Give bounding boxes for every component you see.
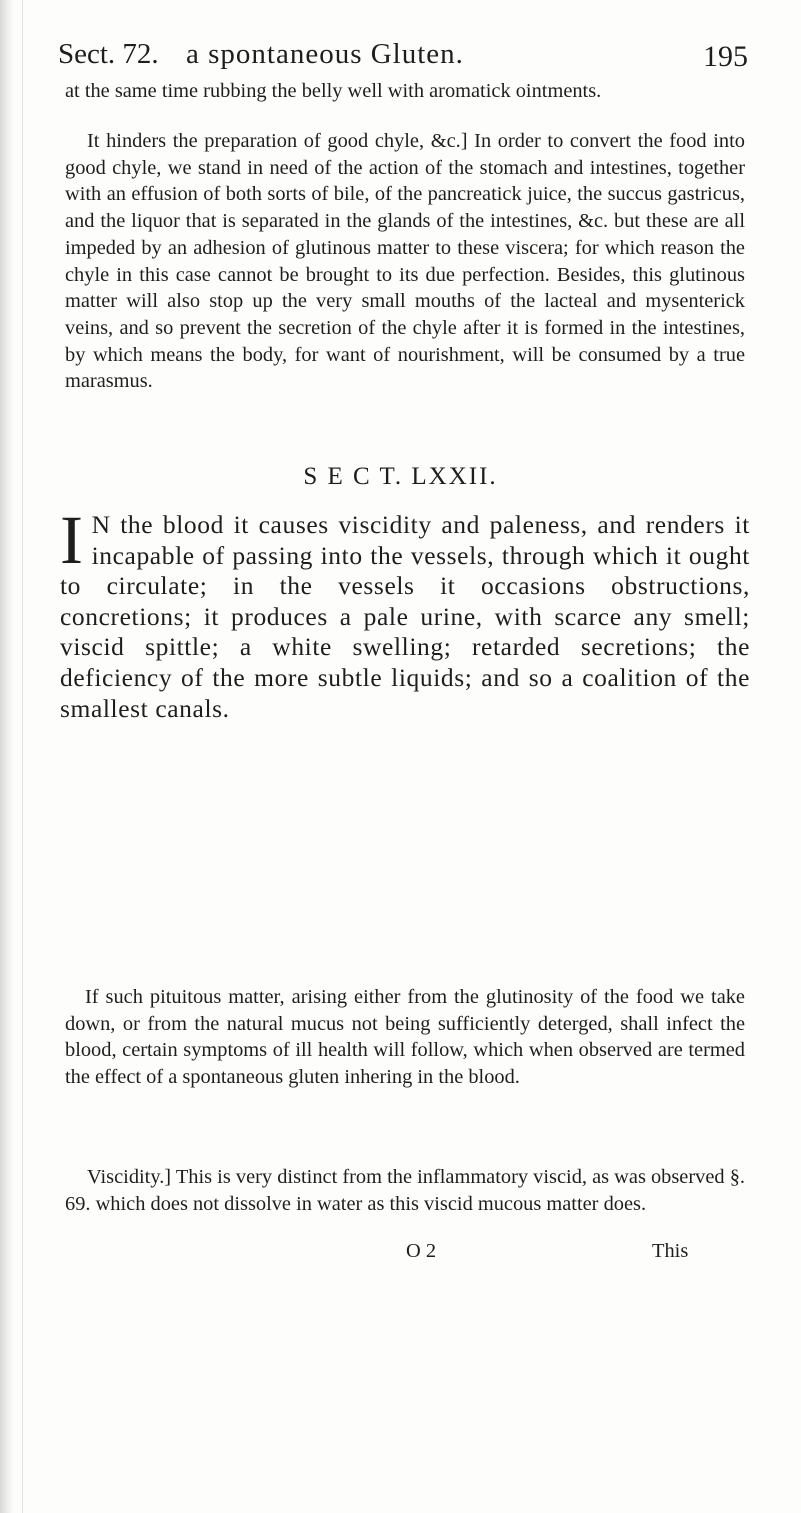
catchword: This (652, 1240, 689, 1262)
chyle-text: It hinders the preparation of good chyle, &c.] In order to convert the food into good chyle, we stand in need of the action of the stomach and intestines, together with an effusion of both sorts of bile, of the pancreatick juice, the succus gastricus, and the liquor that is separated in the glands of the intestines, &c. but these are all impeded by an adhesion of glutinous matter to these viscera; for which reason the chyle in this case cannot be brought to its due perfection. Besides, this glutinous matter will also stop up the very small mouths of the lacteal and mysenterick veins, and so prevent the secretion of the chyle after it is formed in the intestines, by which means the body, for want of nourishment, will be consumed by a true marasmus. (65, 130, 745, 393)
page-number: 195 (703, 40, 748, 73)
binding-shadow (0, 0, 14, 1513)
signature-mark: O 2 (406, 1240, 437, 1262)
viscidity-paragraph (65, 1164, 745, 1217)
pituitous-text: If such pituitous matter, arising either from the glutinosity of the food we take down, or from the natural mucus not being sufficiently deterged, shall infect the blood, certain symptoms of ill health will follow, which when observed are termed the effect of a spontaneous gluten inhering in the blood. (65, 986, 745, 1089)
intro-text: at the same time rubbing the belly well with aromatick ointments. (65, 80, 602, 102)
running-title: a spontaneous Gluten. (186, 38, 464, 70)
blood-paragraph (60, 502, 750, 724)
binding-line (22, 0, 23, 1513)
section-heading: S E C T. LXXII. (303, 463, 498, 490)
viscidity-text: Viscidity.] This is very distinct from the inflammatory viscid, as was observed §. 69. which does not dissolve in water as this viscid mucous matter does. (65, 1166, 745, 1215)
blood-text: N the blood it causes viscidity and paleness, and renders it incapable of passing into the vessels, through which it ought to circulate; in the vessels it occasions obstructions, concretions; it produces a pale urine, with scarce any smell; viscid spittle; a white swelling; retarded secretions; the deficiency of the more subtle liquids; and so a coalition of the smallest canals. (60, 510, 750, 723)
intro-paragraph (65, 78, 745, 105)
pituitous-paragraph (65, 984, 745, 1091)
chyle-paragraph (65, 128, 745, 395)
section-reference: Sect. 72. (58, 38, 159, 70)
drop-cap: I (60, 502, 84, 578)
